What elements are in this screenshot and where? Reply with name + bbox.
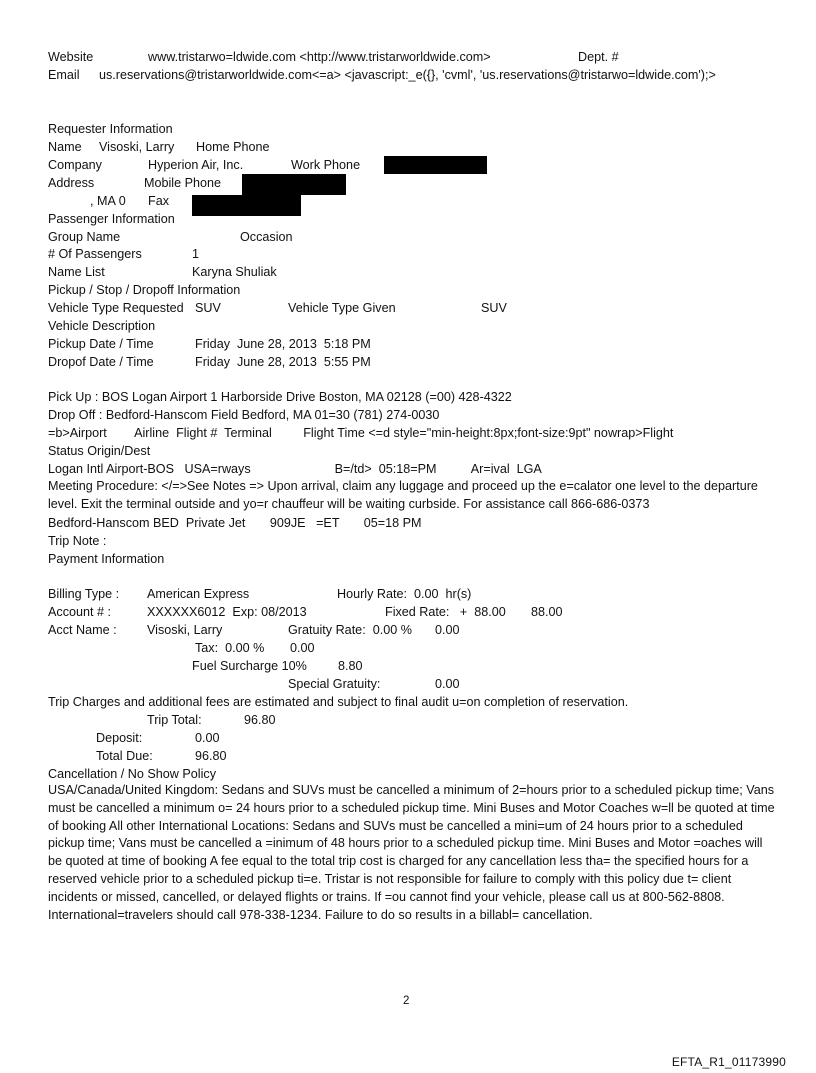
- address-label: Address: [48, 176, 95, 190]
- passenger-section-title: Passenger Information: [48, 212, 175, 226]
- airport-row: Logan Intl Airport-BOS USA=rways B=/td> 05:18=PM Ar=ival LGA: [48, 462, 542, 476]
- fuel-surcharge-value: 8.80: [338, 659, 363, 673]
- document-id: EFTA_R1_01173990: [671, 1055, 786, 1069]
- policy-title: Cancellation / No Show Policy: [48, 767, 216, 781]
- website-link[interactable]: www.tristarwo=ldwide.com <http://www.tristarworldwide.com>: [148, 50, 491, 64]
- fixed-rate-total: 88.00: [531, 605, 563, 619]
- num-passengers-label: # Of Passengers: [48, 247, 142, 261]
- dept-label: Dept. #: [578, 50, 619, 64]
- dropof-datetime-label: Dropof Date / Time: [48, 355, 154, 369]
- dropof-datetime-value: Friday June 28, 2013 5:55 PM: [195, 355, 371, 369]
- email-label: Email: [48, 68, 80, 82]
- work-phone-label: Work Phone: [291, 158, 361, 172]
- website-label: Website: [48, 50, 94, 64]
- redaction-work-phone: [384, 156, 487, 174]
- address-line2: , MA 0: [90, 194, 126, 208]
- requester-section-title: Requester Information: [48, 122, 173, 136]
- occasion-label: Occasion: [240, 230, 293, 244]
- tax-rate: Tax: 0.00 %: [195, 641, 265, 655]
- email-link[interactable]: us.reservations@tristarworldwide.com<=a> <javascript:_e({}, 'cvml', 'us.reservations@tristarwo=ldwide.com');>: [99, 68, 716, 82]
- pickup-section-title: Pickup / Stop / Dropoff Information: [48, 283, 241, 297]
- vehicle-given-value: SUV: [481, 301, 507, 315]
- trip-total-value: 96.80: [244, 713, 276, 727]
- special-gratuity-value: 0.00: [435, 677, 460, 691]
- gratuity-value: 0.00: [435, 623, 460, 637]
- mobile-phone-label: Mobile Phone: [144, 176, 222, 190]
- company-label: Company: [48, 158, 102, 172]
- charges-note: Trip Charges and additional fees are estimated and subject to final audit u=on completion of reservation.: [48, 695, 629, 709]
- name-list-label: Name List: [48, 265, 105, 279]
- account-value: XXXXXX6012 Exp: 08/2013: [147, 605, 307, 619]
- total-due-value: 96.80: [195, 749, 227, 763]
- vehicle-given-label: Vehicle Type Given: [288, 301, 396, 315]
- redaction-fax: [192, 195, 301, 216]
- redaction-mobile-phone: [242, 174, 346, 195]
- pick-up-line: Pick Up : BOS Logan Airport 1 Harborside Drive Boston, MA 02128 (=00) 428-4322: [48, 390, 512, 404]
- pickup-datetime-value: Friday June 28, 2013 5:18 PM: [195, 337, 371, 351]
- gratuity-rate: Gratuity Rate: 0.00 %: [288, 623, 412, 637]
- billing-type-value: American Express: [147, 587, 250, 601]
- payment-section-title: Payment Information: [48, 552, 165, 566]
- pickup-datetime-label: Pickup Date / Time: [48, 337, 154, 351]
- acct-name-label: Acct Name :: [48, 623, 117, 637]
- name-list-value: Karyna Shuliak: [192, 265, 277, 279]
- drop-off-line: Drop Off : Bedford-Hanscom Field Bedford, MA 01=30 (781) 274-0030: [48, 408, 440, 422]
- vehicle-requested-value: SUV: [195, 301, 221, 315]
- home-phone-label: Home Phone: [196, 140, 270, 154]
- name-value: Visoski, Larry: [99, 140, 175, 154]
- fax-label: Fax: [148, 194, 169, 208]
- status-line: Status Origin/Dest: [48, 444, 151, 458]
- group-name-label: Group Name: [48, 230, 121, 244]
- name-label: Name: [48, 140, 82, 154]
- account-label: Account # :: [48, 605, 112, 619]
- vehicle-requested-label: Vehicle Type Requested: [48, 301, 184, 315]
- num-passengers-value: 1: [192, 247, 200, 261]
- trip-note: Trip Note :: [48, 534, 107, 548]
- billing-type-label: Billing Type :: [48, 587, 120, 601]
- deposit-value: 0.00: [195, 731, 220, 745]
- acct-name-value: Visoski, Larry: [147, 623, 223, 637]
- meeting-procedure: Meeting Procedure: </=>See Notes => Upon arrival, claim any luggage and proceed up the e=calator one level to the departure level. Exit the terminal outside and yo=r chauffeur will be waiting curbside. For assistance call 866-686-0373: [48, 479, 758, 511]
- page-number: 2: [403, 995, 410, 1007]
- trip-total-label: Trip Total:: [147, 713, 202, 727]
- company-value: Hyperion Air, Inc.: [148, 158, 244, 172]
- fuel-surcharge: Fuel Surcharge 10%: [192, 659, 307, 673]
- hourly-rate: Hourly Rate: 0.00 hr(s): [337, 587, 472, 601]
- policy-text: USA/Canada/United Kingdom: Sedans and SUVs must be cancelled a minimum of 2=hours prior to a scheduled pickup time; Vans must be cancelled a minimum o= 24 hours prior to a scheduled pickup time. Mini Buses and Motor Coaches w=ll be quoted at time of booking All other International Locations: Sedans and SUVs must be cancelled a mini=um of 24 hours prior to a scheduled pickup time; Vans must be cancelled a =inimum of 48 hours prior to a scheduled pickup time. Mini Buses and Motor =oaches will be quoted at time of booking A fee equal to the total trip cost is charged for any cancellation less tha= the specified hours for a reserved vehicle prior to a scheduled pickup ti=e. Tristar is not responsible for failure to comply with this policy due t= client incidents or missed, cancelled, or delayed flights or trains. If =ou cannot find your vehicle, please call us at 800-562-8808. International=travelers should call 978-338-1234. Failure to do so results in a billabl= cancellation.: [48, 783, 775, 922]
- special-gratuity-label: Special Gratuity:: [288, 677, 381, 691]
- fixed-rate: Fixed Rate: + 88.00: [385, 605, 506, 619]
- total-due-label: Total Due:: [96, 749, 153, 763]
- airport-header-line: =b>Airport Airline Flight # Terminal Flight Time <=d style="min-height:8px;font-size:9pt" nowrap>Flight: [48, 426, 674, 440]
- vehicle-description-label: Vehicle Description: [48, 319, 156, 333]
- bedford-row: Bedford-Hanscom BED Private Jet 909JE =ET 05=18 PM: [48, 516, 422, 530]
- deposit-label: Deposit:: [96, 731, 143, 745]
- tax-value: 0.00: [290, 641, 315, 655]
